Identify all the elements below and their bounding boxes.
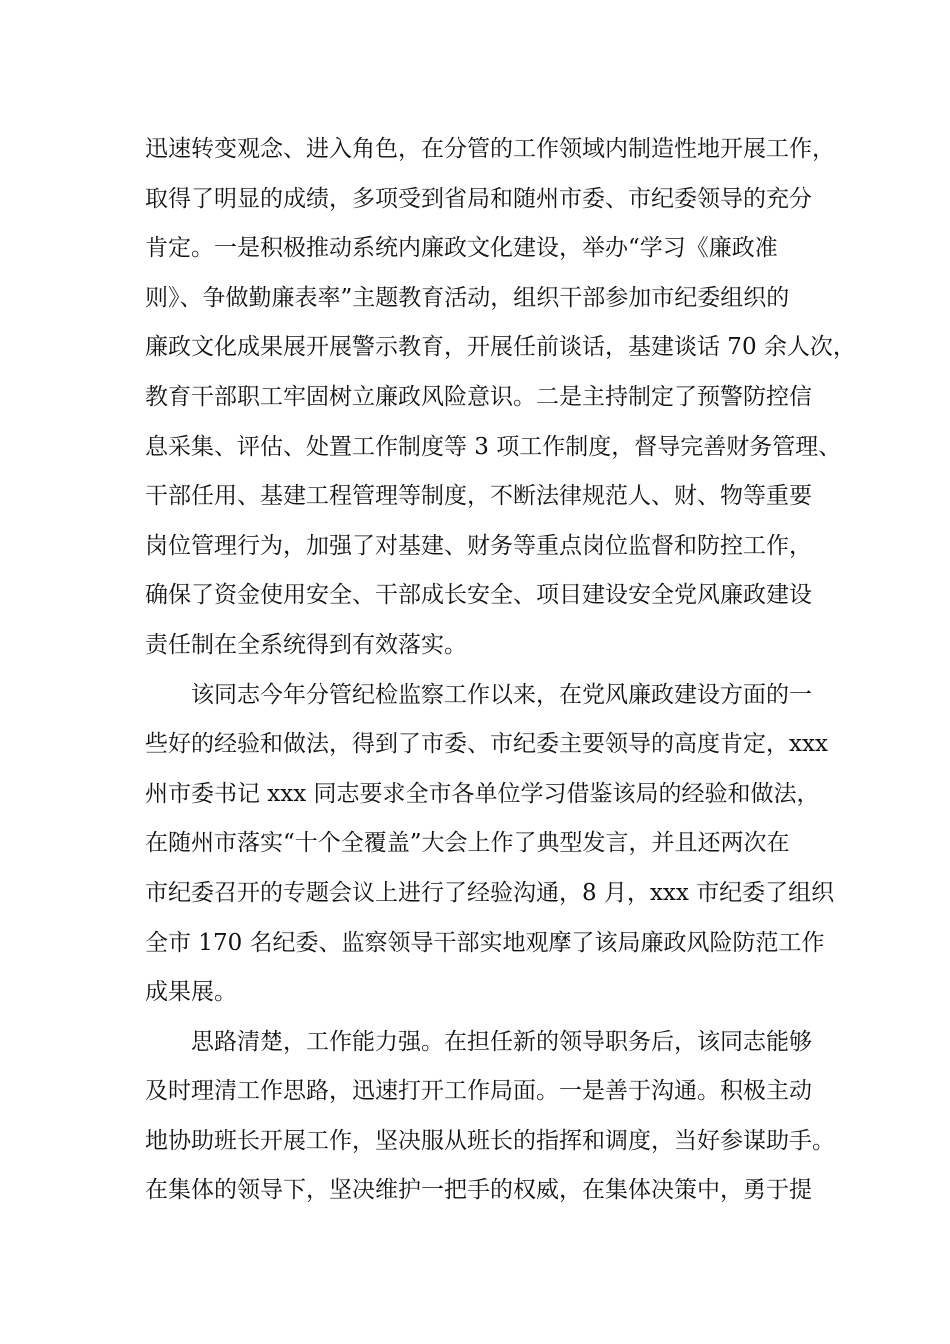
text-line: 岗位管理行为，加强了对基建、财务等重点岗位监督和防控工作， (145, 532, 812, 559)
text-line: 取得了明显的成绩，多项受到省局和随州市委、市纪委领导的充分 (145, 185, 812, 212)
text-line: 肯定。一是积极推动系统内廉政文化建设，举办“学习《廉政准 (145, 235, 778, 262)
text-line: 及时理清工作思路，迅速打开工作局面。一是善于沟通。积极主动 (145, 1078, 812, 1105)
text-line: 在随州市落实“十个全覆盖”大会上作了典型发言，并且还两次在 (145, 830, 790, 857)
text-line: 地协助班长开展工作，坚决服从班长的指挥和调度，当好参谋助手。 (145, 1127, 835, 1154)
text-line: 干部任用、基建工程管理等制度，不断法律规范人、财、物等重要 (145, 483, 812, 510)
text-line: 迅速转变观念、进入角色，在分管的工作领域内制造性地开展工作， (145, 136, 835, 162)
text-line: 廉政文化成果展开展警示教育，开展任前谈话，基建谈话 70 余人次， (145, 334, 856, 361)
paragraph (145, 125, 856, 671)
text-line: 市纪委召开的专题会议上进行了经验沟通，8 月，xxx 市纪委了组织 (145, 879, 835, 906)
text-line: 则》、争做勤廉表率”主题教育活动，组织干部参加市纪委组织的 (145, 284, 790, 311)
text-line: 在集体的领导下，坚决维护一把手的权威，在集体决策中，勇于提 (145, 1177, 812, 1204)
paragraph (145, 1018, 835, 1216)
text-line: 息采集、评估、处置工作制度等 3 项工作制度，督导完善财务管理、 (145, 433, 842, 460)
text-line: 该同志今年分管纪检监察工作以来，在党风廉政建设方面的一 (191, 681, 812, 708)
text-line: 教育干部职工牢固树立廉政风险意识。二是主持制定了预警防控信 (145, 383, 812, 410)
paragraph (145, 671, 835, 1018)
text-line: 思路清楚，工作能力强。在担任新的领导职务后，该同志能够 (191, 1028, 812, 1055)
text-line: 些好的经验和做法，得到了市委、市纪委主要领导的高度肯定，xxx (145, 731, 828, 758)
text-line: 责任制在全系统得到有效落实。 (145, 631, 467, 658)
text-line: 州市委书记 xxx 同志要求全市各单位学习借鉴该局的经验和做法， (145, 780, 820, 807)
text-line: 全市 170 名纪委、监察领导干部实地观摩了该局廉政风险防范工作 (145, 929, 825, 956)
text-line: 成果展。 (145, 979, 237, 1006)
body-text (145, 125, 856, 1216)
text-line: 确保了资金使用安全、干部成长安全、项目建设安全党风廉政建设 (145, 582, 812, 609)
